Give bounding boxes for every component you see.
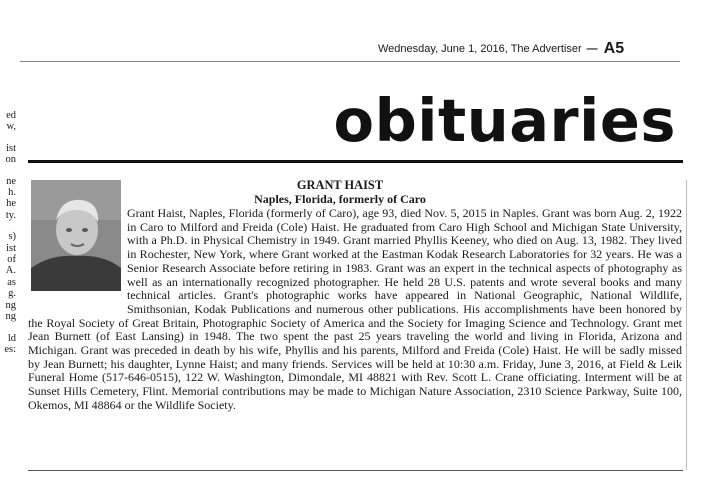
fragment-gap (0, 166, 16, 176)
fragment-gap (0, 323, 16, 333)
fragment-line: on (5, 154, 16, 166)
fragment-line: of (7, 254, 16, 266)
fragment-line: w, (6, 121, 16, 133)
fragment-line: ist (6, 142, 16, 154)
fragment-line: ld (7, 332, 16, 344)
fragment-gap (0, 133, 16, 143)
fragment-line: ty. (5, 209, 16, 221)
fragment-line: ed (6, 110, 16, 121)
page-number: A5 (603, 40, 625, 57)
header-rule (20, 61, 680, 62)
obituary-subhead: Naples, Florida, formerly of Caro (254, 192, 426, 206)
fragment-line: h. (8, 187, 16, 199)
section-rule (28, 160, 683, 163)
column-edge (686, 180, 687, 470)
fragment-line: g. (8, 288, 16, 300)
fragment-line: A. (5, 265, 16, 277)
fragment-line: ne (6, 175, 16, 187)
fragment-line: s) (8, 231, 16, 243)
fragment-line: as (7, 276, 16, 288)
header-dateline: Wednesday, June 1, 2016, The Advertiser (378, 43, 582, 55)
page-header (378, 40, 624, 58)
fragment-line: he (6, 198, 16, 210)
obituary-body (28, 207, 682, 413)
header-dash: — (586, 43, 598, 55)
section-title: obituaries (333, 86, 676, 155)
bottom-rule (28, 470, 683, 471)
photo-wrap-spacer (28, 207, 127, 306)
obituary-text: Grant Haist, Naples, Florida (formerly of Caro), age 93, died Nov. 5, 2015 in Naples. Grant was born Aug. 2, 1922 in Caro to Milford and Freida (Cole) Haist. He graduated from Caro High School and Michigan State University, with a Ph.D. in Physical Chemistry in 1949. Grant married Phyllis Keeney, who died on Aug. 13, 1982. They lived in Rochester, New York, where Grant worked at the Eastman Kodak Research Laboratories for 32 years. He was a Senior Research Associate before retiring in 1983. Grant was an expert in the technical aspects of photography as well as an internationally recognized photographer. He held 28 U.S. patents and wrote several books and many technical articles. Grant's photographic works have appeared in National Geographic, National Wildlife, Smithsonian, Kodak Publications and numerous other publications. His accomplishments have been honored by the Royal Society of Great Britain, Photographic Society of America and the Society for Imaging Science and Technology. Grant met Jean Burnett (of East Lansing) in 1948. The two spent the past 25 years traveling the world and living in Florida, Arizona and Michigan. Grant was preceded in death by his wife, Phyllis and his parents, Milford and Freida (Cole) Haist. He will be sadly missed by Jean Burnett; his daughter, Lynne Haist; and many friends. Services will be held at 10:30 a.m. Friday, June 3, 2016, at Field & Leik Funeral Home (517-646-0515), 122 W. Washington, Dimondale, MI 48821 with Rev. Scott L. Crane officiating. Interment will be at Sunset Hills Cemetery, Flint. Memorial contributions may be made to Michigan Nature Association, 2310 Science Parkway, Suite 100, Okemos, MI 48864 or the Wildlife Society. (28, 206, 682, 412)
obituary-name: GRANT HAIST (296, 178, 384, 192)
adjacent-column-fragments (0, 110, 16, 496)
fragment-line: ng (5, 311, 16, 323)
fragment-line: es: (4, 343, 16, 355)
fragment-line: ist (6, 242, 16, 254)
fragment-line: ng (5, 299, 16, 311)
fragment-gap (0, 221, 16, 231)
